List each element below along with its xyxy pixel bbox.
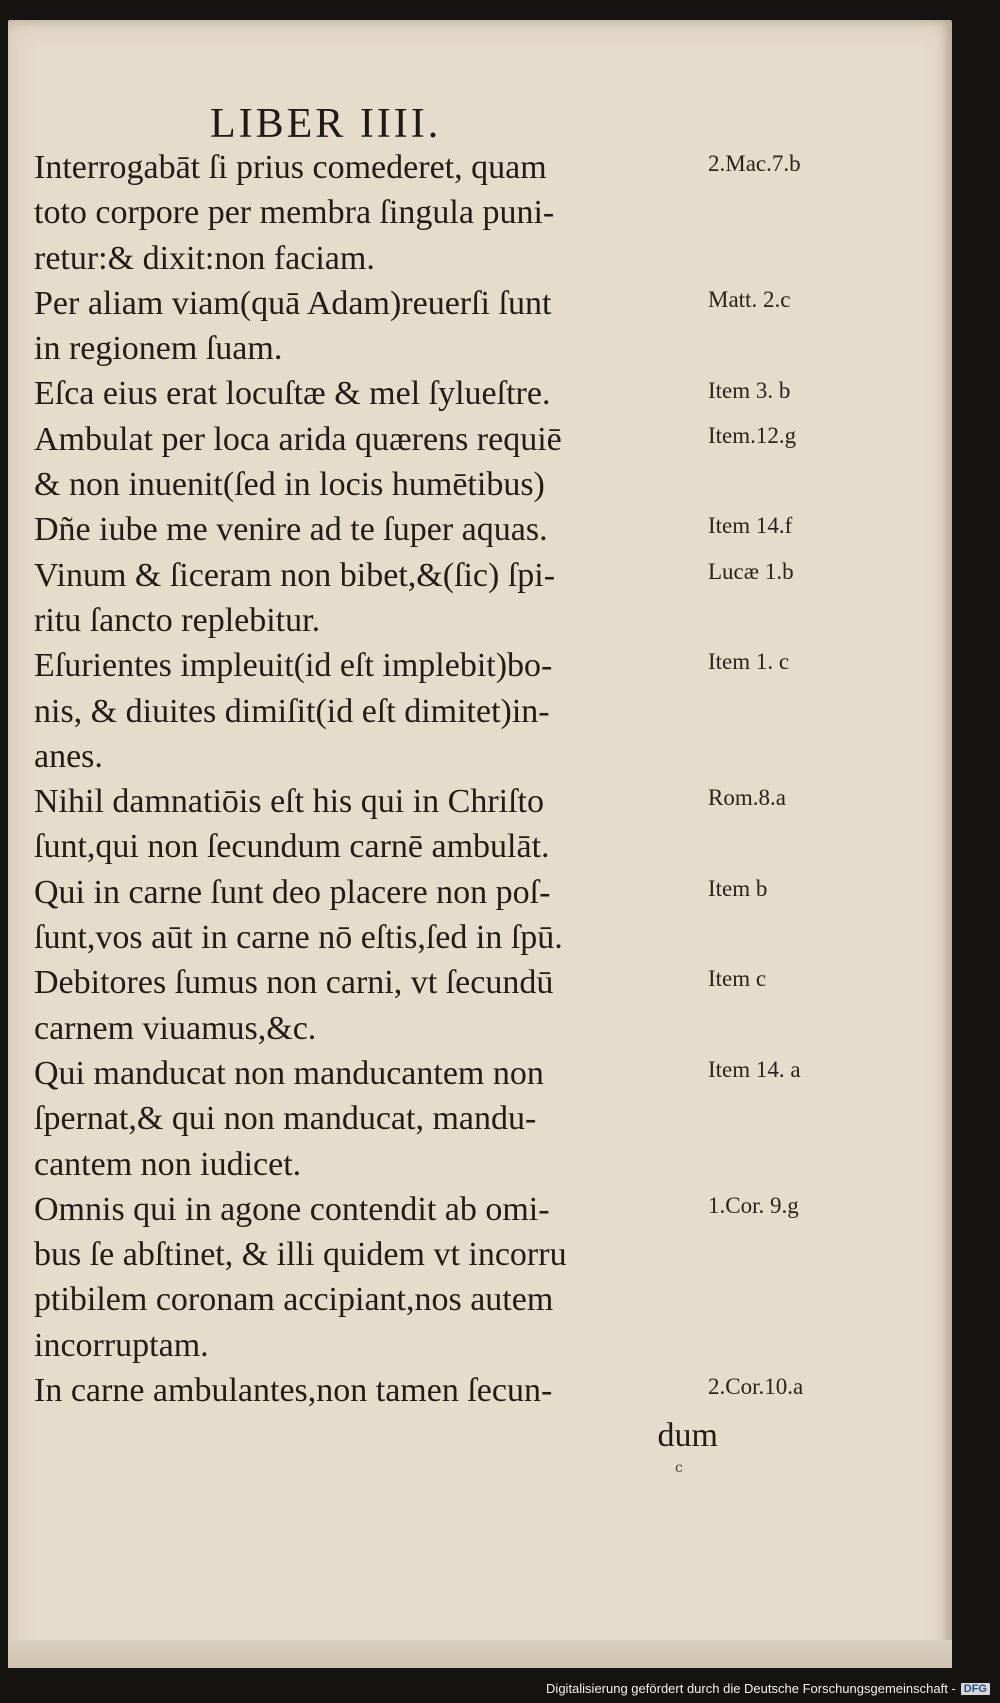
marginal-reference: Item c: [708, 966, 767, 992]
text-line: Dñe iube me venire ad te ſuper aquas.: [34, 511, 548, 549]
text-line: Vinum & ſiceram non bibet,&(ſic) ſpi-: [34, 556, 556, 594]
main-text-block: [34, 145, 724, 1459]
marginal-reference: Matt. 2.c: [708, 286, 791, 312]
text-line: nis, & diuites dimiſit(id eſt dimitet)in-: [34, 692, 550, 730]
text-line: incorruptam.: [34, 1326, 209, 1364]
text-line: ritu ſancto replebitur.: [34, 601, 321, 639]
dfg-logo: DFG: [961, 1683, 990, 1695]
text-line: & non inuenit(ſed in locis humētibus): [34, 466, 545, 504]
text-line: ſunt,vos aūt in carne nō eſtis,ſed in ſpū.: [34, 919, 563, 957]
text-line: Omnis qui in agone contendit ab omi-: [34, 1190, 550, 1228]
marginal-reference: Item 14.f: [708, 513, 793, 539]
text-line: Interrogabāt ſi prius comederet, quam: [34, 149, 547, 186]
page-bottom-edge: [8, 1640, 952, 1668]
marginal-reference: 2.Cor.10.a: [708, 1374, 804, 1400]
text-line: carnem viuamus,&c.: [34, 1009, 317, 1047]
text-line: ſunt,qui non ſecundum carnē ambulāt.: [34, 828, 550, 866]
text-line: dum: [657, 1417, 718, 1455]
marginal-reference: Rom.8.a: [708, 785, 786, 811]
text-line: cantem non iudicet.: [34, 1145, 302, 1183]
running-head: LIBER IIII.: [210, 101, 442, 147]
text-line: Ambulat per loca arida quærens requiē: [34, 420, 562, 458]
marginal-reference: Lucæ 1.b: [708, 558, 794, 584]
text-line: toto corpore per membra ſingula puni-: [34, 194, 555, 232]
text-line: Eſurientes impleuit(id eſt implebit)bo-: [34, 647, 553, 685]
marginal-reference: Item 14. a: [708, 1057, 801, 1082]
signature-mark: c: [675, 1460, 683, 1476]
text-line: retur:& dixit:non faciam.: [34, 239, 375, 277]
text-line: In carne ambulantes,non tamen ſecun-: [34, 1372, 553, 1410]
credit-text: Digitalisierung gefördert durch die Deutsche Forschungsgemeinschaft -: [546, 1681, 956, 1696]
text-line: Eſca eius erat locuſtæ & mel ſylueſtre.: [34, 375, 551, 413]
marginal-reference: Item b: [708, 875, 768, 901]
digitization-credit: [546, 1681, 990, 1696]
marginal-reference: 2.Mac.7.b: [708, 151, 801, 176]
text-line: Nihil damnatiōis eſt his qui in Chriſto: [34, 783, 544, 821]
marginal-reference: Item.12.g: [708, 422, 797, 448]
text-line: ptibilem coronam accipiant,nos autem: [34, 1281, 554, 1319]
text-line: Per aliam viam(quā Adam)reuerſi ſunt: [34, 284, 552, 322]
text-line: in regionem ſuam.: [34, 330, 283, 368]
text-line: Debitores ſumus non carni, vt ſecundū: [34, 964, 554, 1002]
text-line: ſpernat,& qui non manducat, mandu-: [34, 1100, 537, 1138]
text-line: bus ſe abſtinet, & illi quidem vt incorru: [34, 1236, 567, 1274]
marginal-reference: Item 3. b: [708, 377, 791, 403]
text-line: anes.: [34, 737, 103, 775]
marginal-reference: 1.Cor. 9.g: [708, 1192, 799, 1218]
text-line: Qui manducat non manducantem non: [34, 1054, 544, 1092]
text-line: Qui in carne ſunt deo placere non poſ-: [34, 873, 551, 911]
marginal-reference: Item 1. c: [708, 649, 790, 675]
